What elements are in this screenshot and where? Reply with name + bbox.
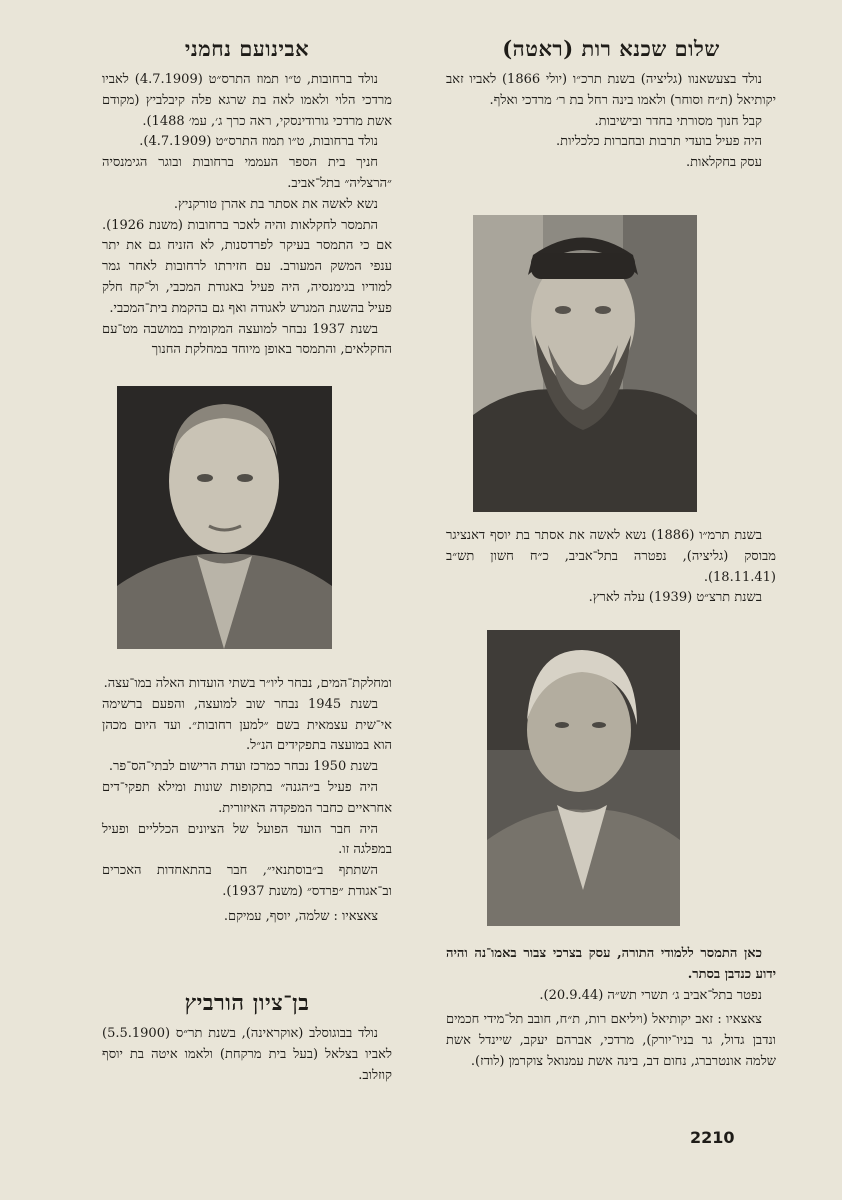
- paragraph: נולד ברחובות, ט״ו תמוז התרס״ט (4.7.1909) לאביו מרדכי הלוי ולאמו לאה בת שרגא פלה קיבלביץ (מקודם אשת מרדכי גורודינסקי, ראה כרך ג׳, עמ׳ 1488).: [102, 72, 392, 129]
- paragraph: בשנת תרצ״ט (1939) עלה לארץ.: [588, 590, 762, 606]
- descendants-paragraph: צאצאיו : זאב יקותיאל (ויליאם רות, ת״ח, חובב תל־מידי חכמים ונדבן גדול, גר בניו־יורק), מרדכי, אברהם יעקב, שיינדל אשת שלמה אונטרברג, נחום דב, בינה אשת עמנואל צוקרמן (לודז).: [446, 1012, 776, 1069]
- paragraph: נולד ברחובות, ט״ו תמוז התרס״ט (4.7.1909).: [139, 134, 378, 150]
- paragraph: בשנת תרמ״ו (1886) נשא לאשה את אסתר בת יוסף דאנציגר מבוסק (גליציה), נפטרה בתל־אביב, כ״ח חשון תש״ב (18.11.41).: [446, 528, 776, 585]
- page-number: 2210: [690, 1128, 735, 1147]
- paragraph: נפטר בתל־אביב ג׳ תשרי תש״ה (20.9.44).: [539, 987, 762, 1003]
- entry-ben-zion-horowitz: [102, 990, 392, 1086]
- paragraph: היה פעיל ב״הגנה״ בתקופות שונות ומילא תפקי־דים אחראיים כחבר המפקדה האיזורית.: [102, 779, 392, 816]
- paragraph: בשנת 1945 נבחר שוב למועצה, והפעם ברשימה אי־שית עצמאית בשם ״למען רחובות״. ועד היום מכהן הוא במועצה בתפקידים הנ״ל.: [102, 696, 392, 754]
- paragraph: התמסר לחקלאות והיה לאכר ברחובות (משנת 1926). אם כי התמסר בעיקר לפרדסנות, לא הזניח גם את יתר ענפי המשק המעורב. עם חזירתו לרחובות לאחר גמר למודיו בגימנסיה, היה פעיל באגודת המכבי, ול־קח חלק פעיל בהשגת המגרש לאגודה ואף גם בהקמת בית־המכבי.: [102, 217, 392, 316]
- paragraph: בשנת 1937 נבחר למועצה המקומית במושבה מט־עם החקלאים, והתמסר באופן מיוחד במחלקת החנוך: [102, 321, 392, 358]
- paragraph: נשא לאשה את אסתר בת אהרן טורקניץ.: [173, 196, 378, 212]
- portrait-photo-avinoam: [117, 386, 332, 649]
- paragraph: קבל חנוך מסורתי בחדר ובישיבות.: [594, 113, 762, 129]
- paragraph: עסק בחקלאות.: [685, 155, 762, 171]
- entry-shalom-roth-end: [446, 944, 776, 1073]
- portrait-photo-woman: [487, 630, 680, 926]
- paragraph: ומחלקת־המים, נבחר ליו״ר בשתי הועדות האלה במו־עצה.: [103, 676, 392, 691]
- paragraph: בשנת 1950 נבחר כמרכז ועדת הרישום לבתי־הס־פר.: [108, 759, 378, 775]
- entry-avinoam-cont: [102, 674, 392, 928]
- paragraph: היה חבר הועד הפועל של הציונים הכלליים ופעיל במפלגה זו.: [102, 821, 392, 858]
- descendants-paragraph: צאצאיו : שלמה, יוסף, עמיקם.: [223, 908, 378, 924]
- paragraph: השתתף ב״בוסתנאי״, חבר בהתאחדות האכרים וב־אגודת ״פרדס״ (משנת 1937).: [102, 863, 392, 899]
- entry-shalom-roth-cont: [446, 526, 776, 609]
- entry-title: שלום שכנא רות (ראטה): [502, 36, 720, 61]
- paragraph: כאן התמסר ללמודי התורה, עסק בצרכי צבור באמו־נה והיה ידוע כנדבן בסתר.: [446, 946, 776, 982]
- entry-shalom-roth: [446, 36, 776, 174]
- entry-avinoam-nachmani: [102, 36, 392, 361]
- paragraph: נולד בבוגוסלב (אוקראינה), בשנת תר״ס (5.5.1900) לאביו בצלאל (בעל בית מרקחת) ולאמו איטה בת יוסף קוזלוב.: [102, 1026, 392, 1083]
- entry-title: אבינועם נחמני: [184, 36, 310, 61]
- paragraph: היה פעיל בועדי תרבות ובחברות כלכליות.: [556, 134, 762, 150]
- paragraph: חניך בית הספר העממי ברחובות ובוגר הגימנסיה ״הרצליה״ בתל־אביב.: [102, 155, 392, 191]
- portrait-photo-man: [473, 215, 697, 512]
- entry-title: בן־ציון הורביץ: [184, 990, 310, 1016]
- paragraph: נולד בצעשאנוו (גליציה) בשנת תרכ״ו (יולי 1866) לאביו זאב יקותיאל (ת״ח וסוחר) ולאמו בינה רחל בת ר׳ מרדכי ואלף.: [446, 72, 776, 108]
